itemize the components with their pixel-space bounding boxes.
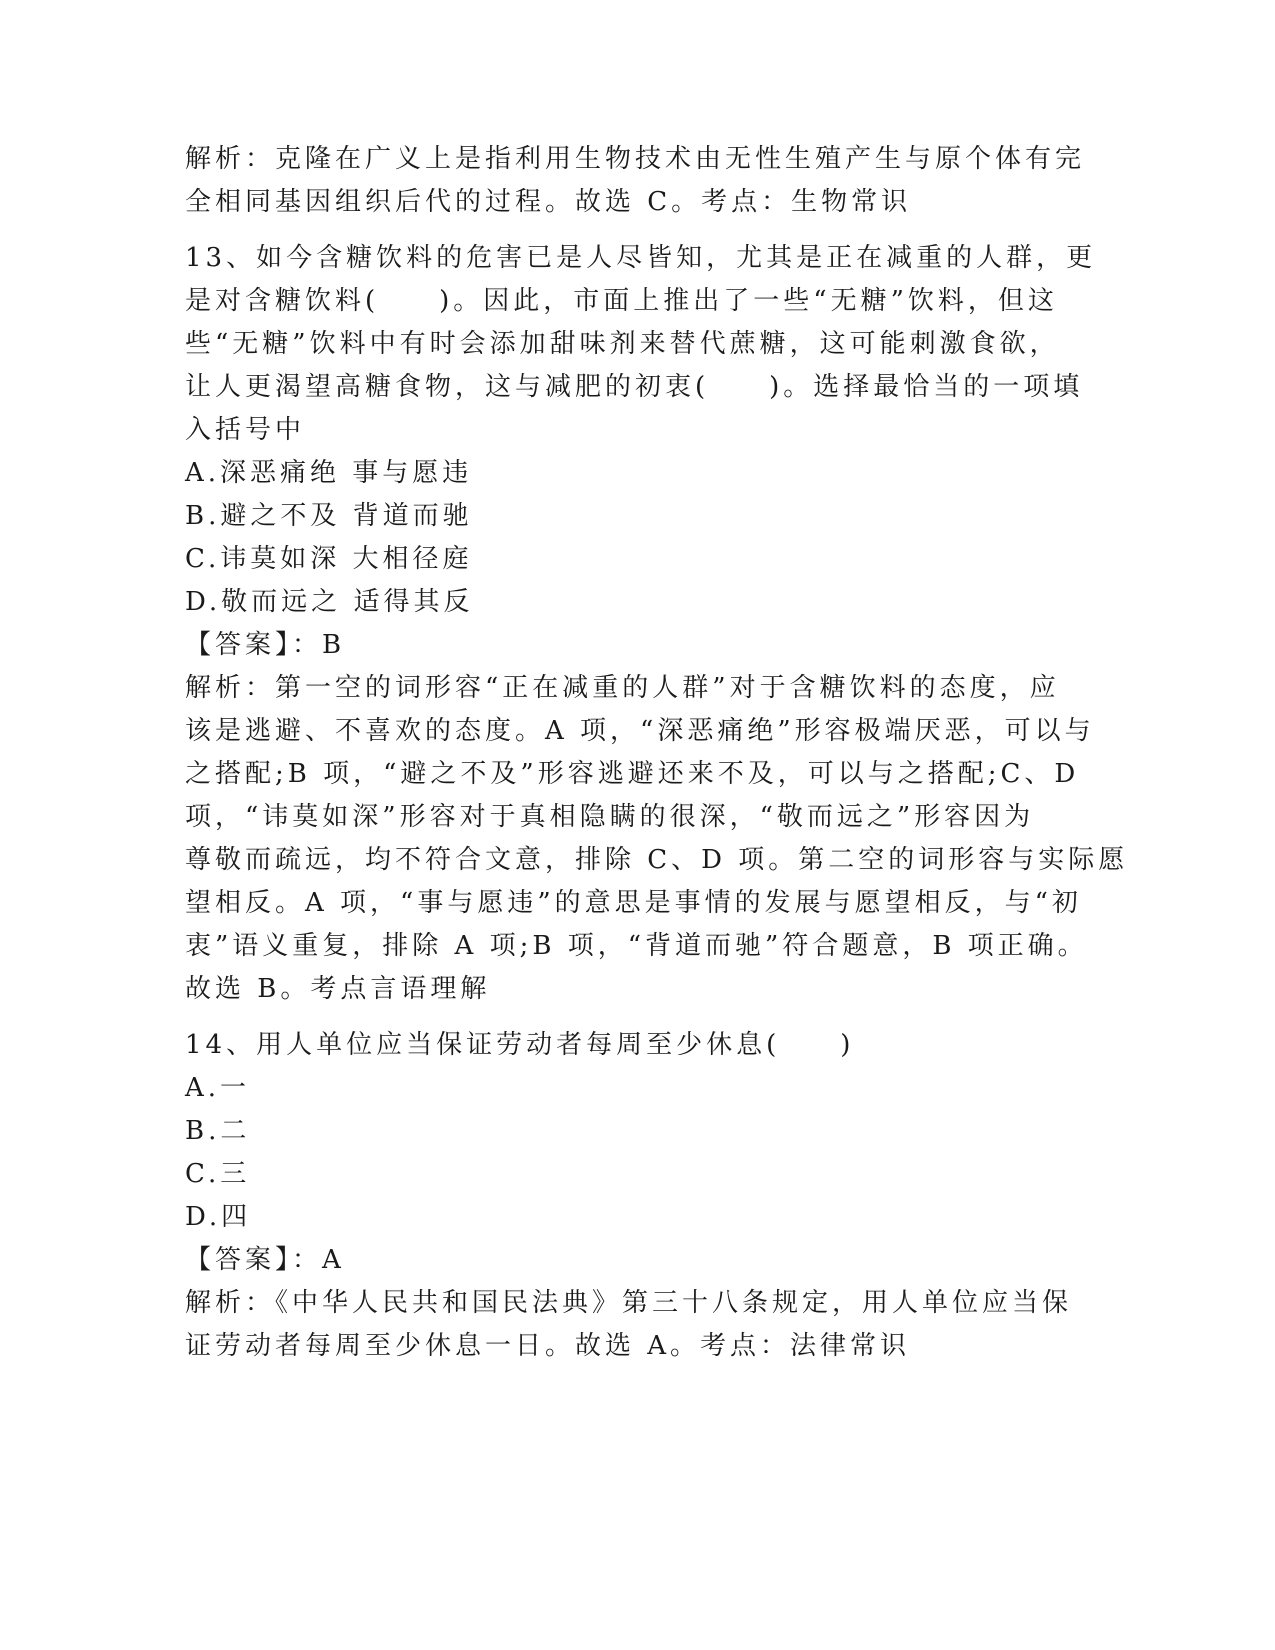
explanation-line: 解析：《中华人民共和国民法典》第三十八条规定，用人单位应当保 — [185, 1288, 1073, 1318]
answer-line: 【答案】：B — [185, 630, 346, 660]
explanation-line: 解析：克隆在广义上是指利用生物技术由无性生殖产生与原个体有完 — [185, 144, 1086, 174]
option-b: B.二 — [185, 1116, 251, 1146]
document-page — [185, 138, 1129, 1368]
option-d: D.四 — [185, 1202, 252, 1232]
explanation-line: 全相同基因组织后代的过程。故选 C。考点：生物常识 — [185, 187, 912, 217]
option-c: C.讳莫如深 大相径庭 — [185, 544, 473, 574]
question-line: 13、如今含糖饮料的危害已是人尽皆知，尤其是正在减重的人群，更 — [185, 243, 1097, 273]
explanation-line: 故选 B。考点言语理解 — [185, 974, 491, 1004]
question-line: 14、用人单位应当保证劳动者每周至少休息( ) — [185, 1030, 855, 1060]
explanation-line: 证劳动者每周至少休息一日。故选 A。考点：法律常识 — [185, 1331, 911, 1361]
question-line: 是对含糖饮料( )。因此，市面上推出了一些“无糖”饮料，但这 — [185, 286, 1058, 316]
option-d: D.敬而远之 适得其反 — [185, 587, 474, 617]
question-14 — [185, 1024, 1085, 1368]
question-line: 让人更渴望高糖食物，这与减肥的初衷( )。选择最恰当的一项填 — [185, 372, 1084, 402]
option-b: B.避之不及 背道而驰 — [185, 501, 473, 531]
question-13 — [185, 237, 1129, 1011]
explanation-line: 望相反。A 项，“事与愿违”的意思是事情的发展与愿望相反，与“初 — [185, 888, 1082, 918]
option-a: A.深恶痛绝 事与愿违 — [185, 458, 473, 488]
explanation-line: 该是逃避、不喜欢的态度。A 项，“深恶痛绝”形容极端厌恶，可以与 — [185, 716, 1095, 746]
question-line: 入括号中 — [185, 415, 306, 445]
option-c: C.三 — [185, 1159, 251, 1189]
explanation-line: 尊敬而疏远，均不符合文意，排除 C、D 项。第二空的词形容与实际愿 — [185, 845, 1129, 875]
option-a: A.一 — [185, 1073, 251, 1103]
explanation-line: 解析：第一空的词形容“正在减重的人群”对于含糖饮料的态度，应 — [185, 673, 1060, 703]
q12-explanation — [185, 138, 1085, 224]
explanation-line: 之搭配;B 项，“避之不及”形容逃避还来不及，可以与之搭配;C、D — [185, 759, 1080, 789]
explanation-line: 衷”语义重复，排除 A 项;B 项，“背道而驰”符合题意，B 项正确。 — [185, 931, 1088, 961]
answer-line: 【答案】：A — [185, 1245, 345, 1275]
question-line: 些“无糖”饮料中有时会添加甜味剂来替代蔗糖，这可能刺激食欲， — [185, 329, 1060, 359]
explanation-line: 项，“讳莫如深”形容对于真相隐瞒的很深，“敬而远之”形容因为 — [185, 802, 1035, 832]
